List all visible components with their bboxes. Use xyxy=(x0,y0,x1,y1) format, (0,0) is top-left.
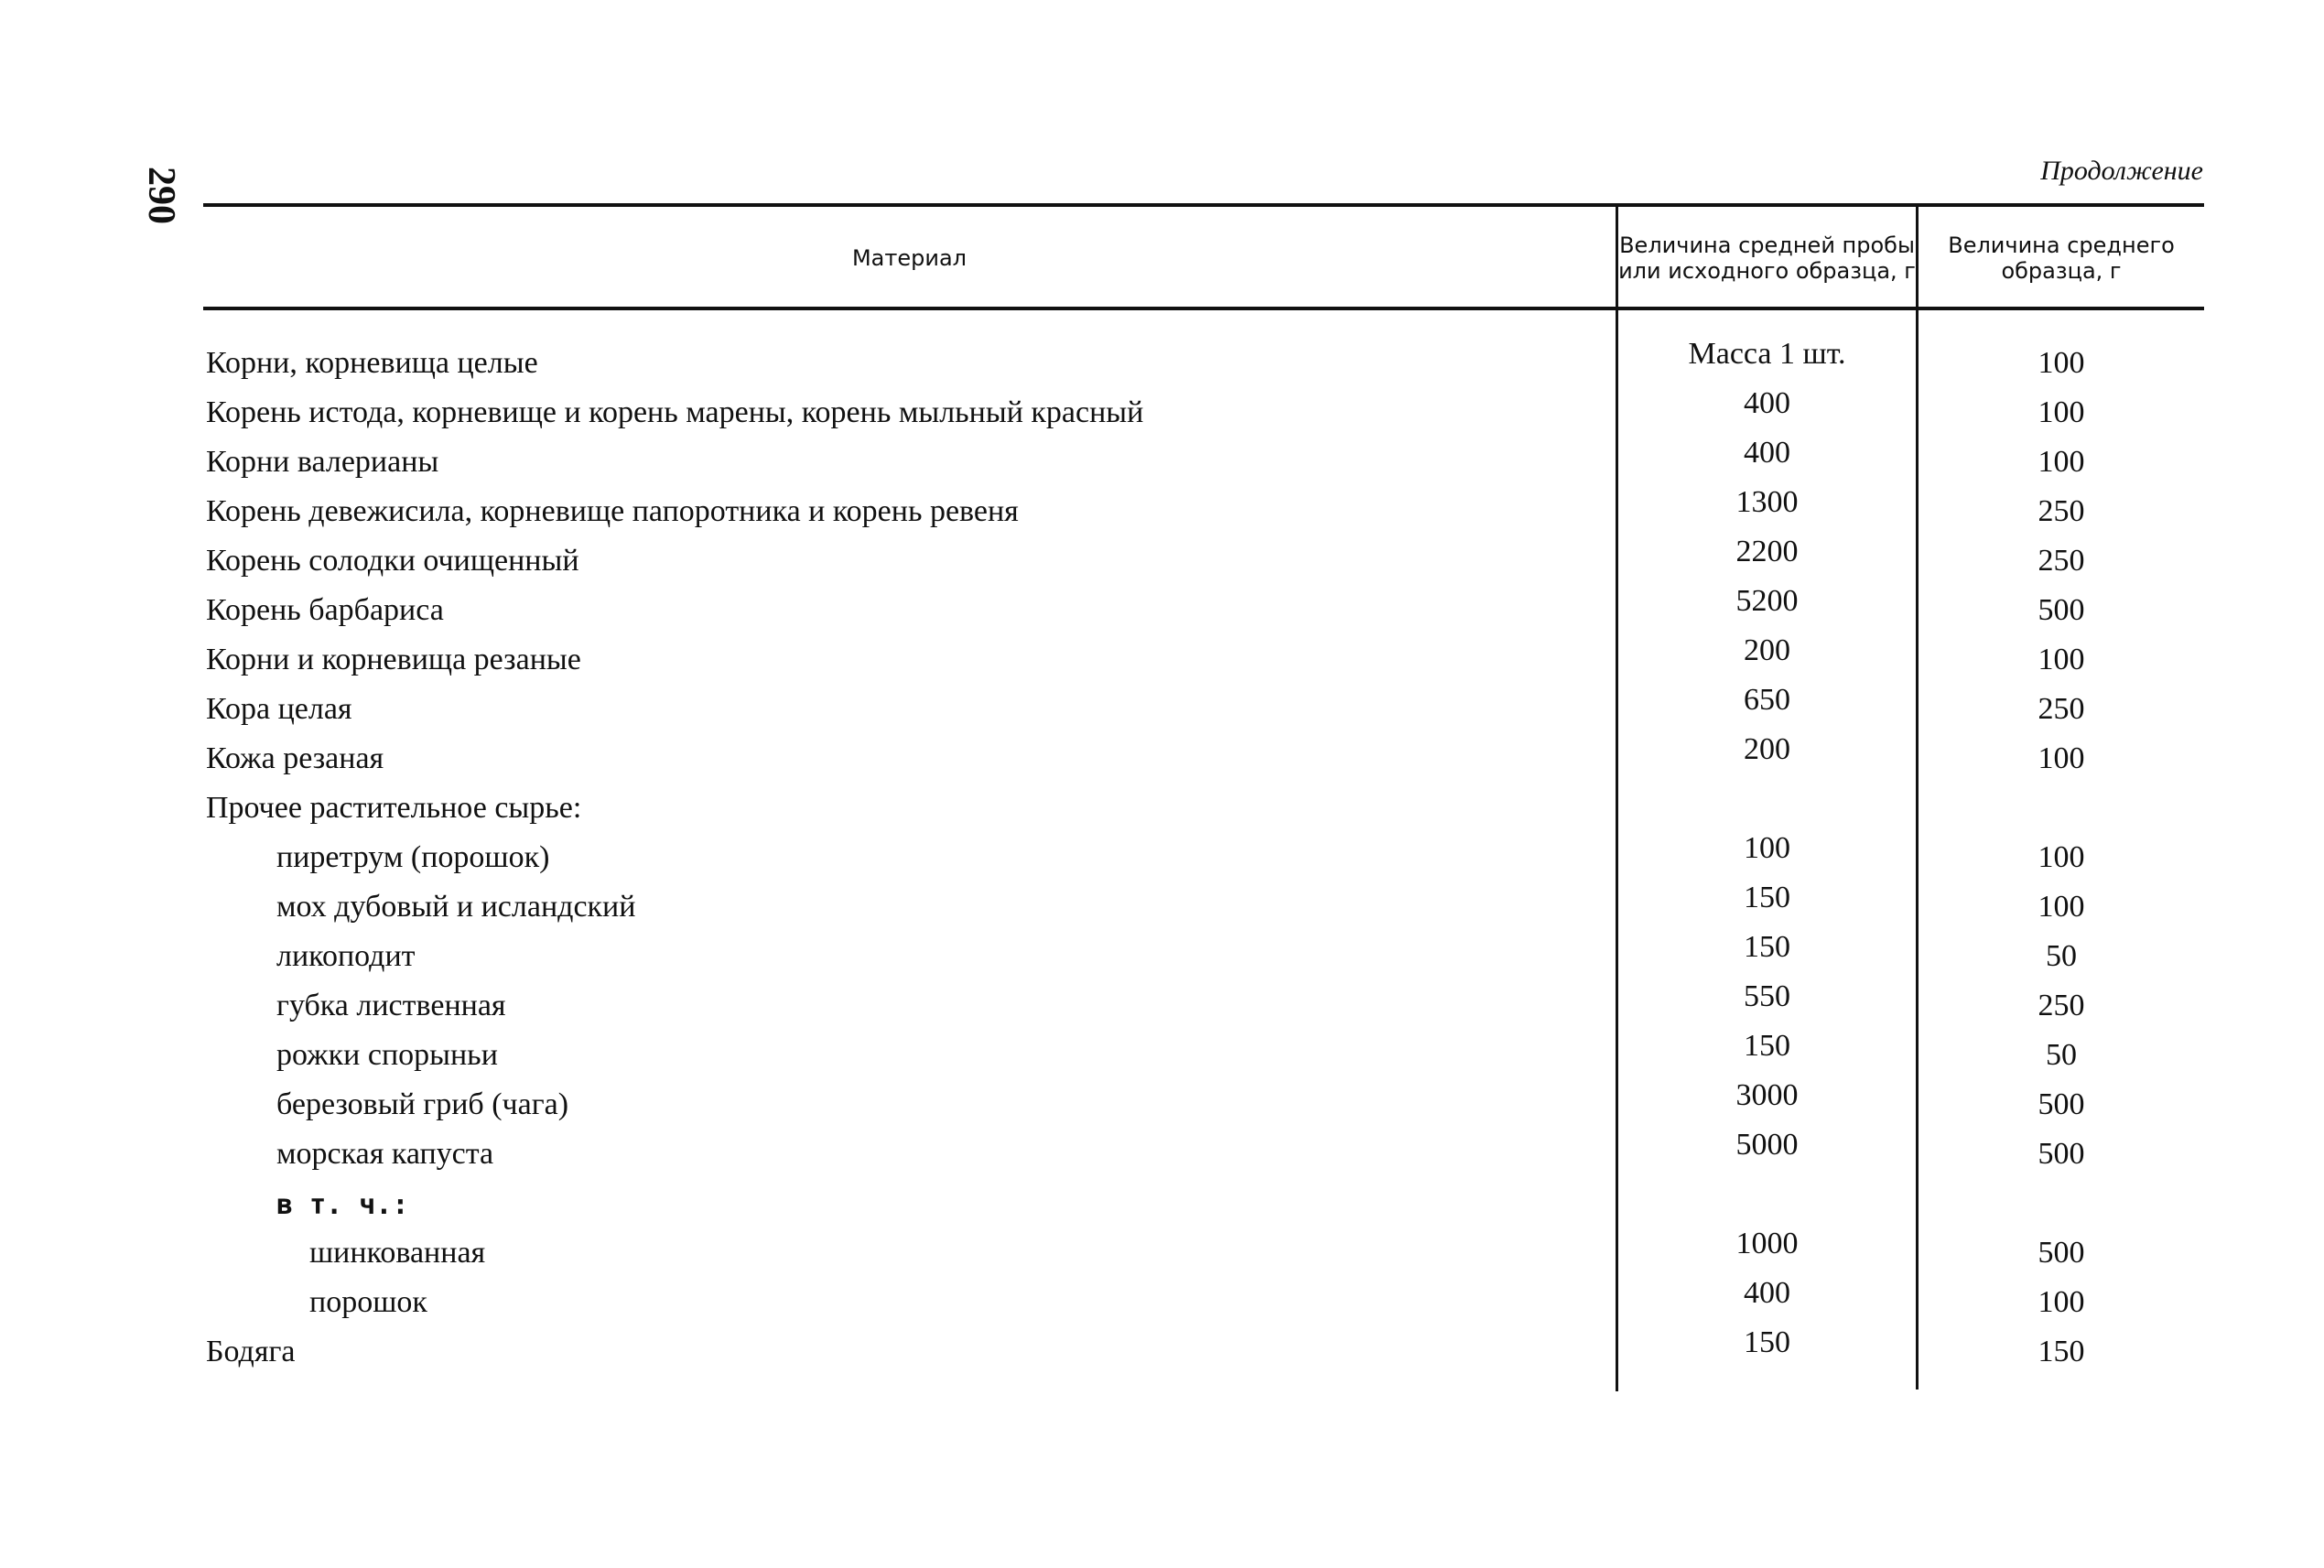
material-cell: Корень девежисила, корневище папоротника и корень ревеня xyxy=(206,494,1019,528)
average-sample-cell: 100 xyxy=(2038,445,2085,479)
table-row xyxy=(203,1227,2204,1276)
average-sample-cell: 100 xyxy=(2038,643,2085,676)
table-row xyxy=(203,930,2204,979)
header-average-sample: Величина среднего образца, г xyxy=(1948,232,2175,284)
table-row xyxy=(203,732,2204,782)
material-cell: мох дубовый и исландский xyxy=(276,890,636,924)
average-sample-cell: 500 xyxy=(2038,1137,2085,1171)
table-row xyxy=(203,485,2204,535)
table-row xyxy=(203,683,2204,732)
sample-mass-cell: 400 xyxy=(1744,1276,1790,1310)
table-row xyxy=(203,386,2204,436)
sample-mass-cell: 1000 xyxy=(1735,1227,1799,1260)
average-sample-cell: 100 xyxy=(2038,1285,2085,1319)
material-cell: березовый гриб (чага) xyxy=(276,1087,569,1121)
average-sample-cell: 100 xyxy=(2038,395,2085,429)
sample-mass-cell: 150 xyxy=(1744,1029,1790,1063)
samples-table xyxy=(203,203,2204,1393)
material-cell: Корень солодки очищенный xyxy=(206,544,579,578)
material-cell: ликоподит xyxy=(276,939,416,973)
sample-mass-cell: Масса 1 шт. xyxy=(1688,337,1846,371)
average-sample-cell: 150 xyxy=(2038,1335,2085,1368)
material-cell: рожки спорыньи xyxy=(276,1038,498,1072)
sample-mass-cell: 150 xyxy=(1744,1325,1790,1359)
table-row xyxy=(203,1029,2204,1078)
sample-mass-cell: 2200 xyxy=(1735,535,1799,568)
table-row xyxy=(203,633,2204,683)
table-top-rule xyxy=(203,203,2204,207)
average-sample-cell: 100 xyxy=(2038,890,2085,924)
material-cell: пиретрум (порошок) xyxy=(276,840,550,874)
material-cell: Корни валерианы xyxy=(206,445,439,479)
average-sample-cell: 500 xyxy=(2038,1087,2085,1121)
average-sample-cell: 100 xyxy=(2038,346,2085,380)
table-row xyxy=(203,584,2204,633)
sample-mass-cell: 150 xyxy=(1744,930,1790,964)
material-cell: Корни, корневища целые xyxy=(206,346,538,380)
table-row xyxy=(203,436,2204,485)
material-cell: Кора целая xyxy=(206,692,352,726)
material-cell: порошок xyxy=(309,1285,427,1319)
table-row xyxy=(203,1078,2204,1128)
table-header-rule xyxy=(203,307,2204,310)
continuation-label: Продолжение xyxy=(2040,156,2203,186)
material-cell: Корни и корневища резаные xyxy=(206,643,581,676)
average-sample-cell: 250 xyxy=(2038,544,2085,578)
average-sample-cell: 100 xyxy=(2038,840,2085,874)
table-row xyxy=(203,979,2204,1029)
table-row xyxy=(203,535,2204,584)
sample-mass-cell: 200 xyxy=(1744,633,1790,667)
sample-mass-cell: 400 xyxy=(1744,386,1790,420)
sample-mass-cell: 5000 xyxy=(1735,1128,1799,1162)
sample-mass-cell: 1300 xyxy=(1735,485,1799,519)
material-cell: морская капуста xyxy=(276,1137,494,1171)
average-sample-cell: 500 xyxy=(2038,1236,2085,1270)
average-sample-cell: 50 xyxy=(2046,1038,2077,1072)
table-row xyxy=(203,831,2204,881)
material-cell: Корень барбариса xyxy=(206,593,444,627)
sample-mass-cell: 200 xyxy=(1744,732,1790,766)
sample-mass-cell: 5200 xyxy=(1735,584,1799,618)
material-cell: Бодяга xyxy=(206,1335,296,1368)
average-sample-cell: 250 xyxy=(2038,989,2085,1022)
average-sample-cell: 250 xyxy=(2038,494,2085,528)
table-row xyxy=(203,1325,2204,1375)
sample-mass-cell: 3000 xyxy=(1735,1078,1799,1112)
table-row xyxy=(203,782,2204,831)
page-number: 290 xyxy=(140,167,182,224)
header-material: Материал xyxy=(851,244,967,271)
table-row xyxy=(203,1177,2204,1227)
table-row xyxy=(203,1128,2204,1177)
material-cell: шинкованная xyxy=(309,1236,486,1270)
average-sample-cell: 250 xyxy=(2038,692,2085,726)
material-cell: Кожа резаная xyxy=(206,741,384,775)
average-sample-cell: 50 xyxy=(2046,939,2077,973)
material-cell: губка лиственная xyxy=(276,989,506,1022)
material-cell: Корень истода, корневище и корень марены, корень мыльный красный xyxy=(206,395,1144,429)
material-cell: в т. ч.: xyxy=(276,1189,409,1221)
sample-mass-cell: 650 xyxy=(1744,683,1790,717)
table-row xyxy=(203,881,2204,930)
average-sample-cell: 100 xyxy=(2038,741,2085,775)
sample-mass-cell: 400 xyxy=(1744,436,1790,470)
sample-mass-cell: 100 xyxy=(1744,831,1790,865)
material-cell: Прочее растительное сырье: xyxy=(206,791,582,825)
header-sample-mass: Величина средней пробы или исходного образца, г xyxy=(1618,232,1916,284)
table-row xyxy=(203,337,2204,386)
average-sample-cell: 500 xyxy=(2038,593,2085,627)
table-row xyxy=(203,1276,2204,1325)
sample-mass-cell: 550 xyxy=(1744,979,1790,1013)
sample-mass-cell: 150 xyxy=(1744,881,1790,914)
